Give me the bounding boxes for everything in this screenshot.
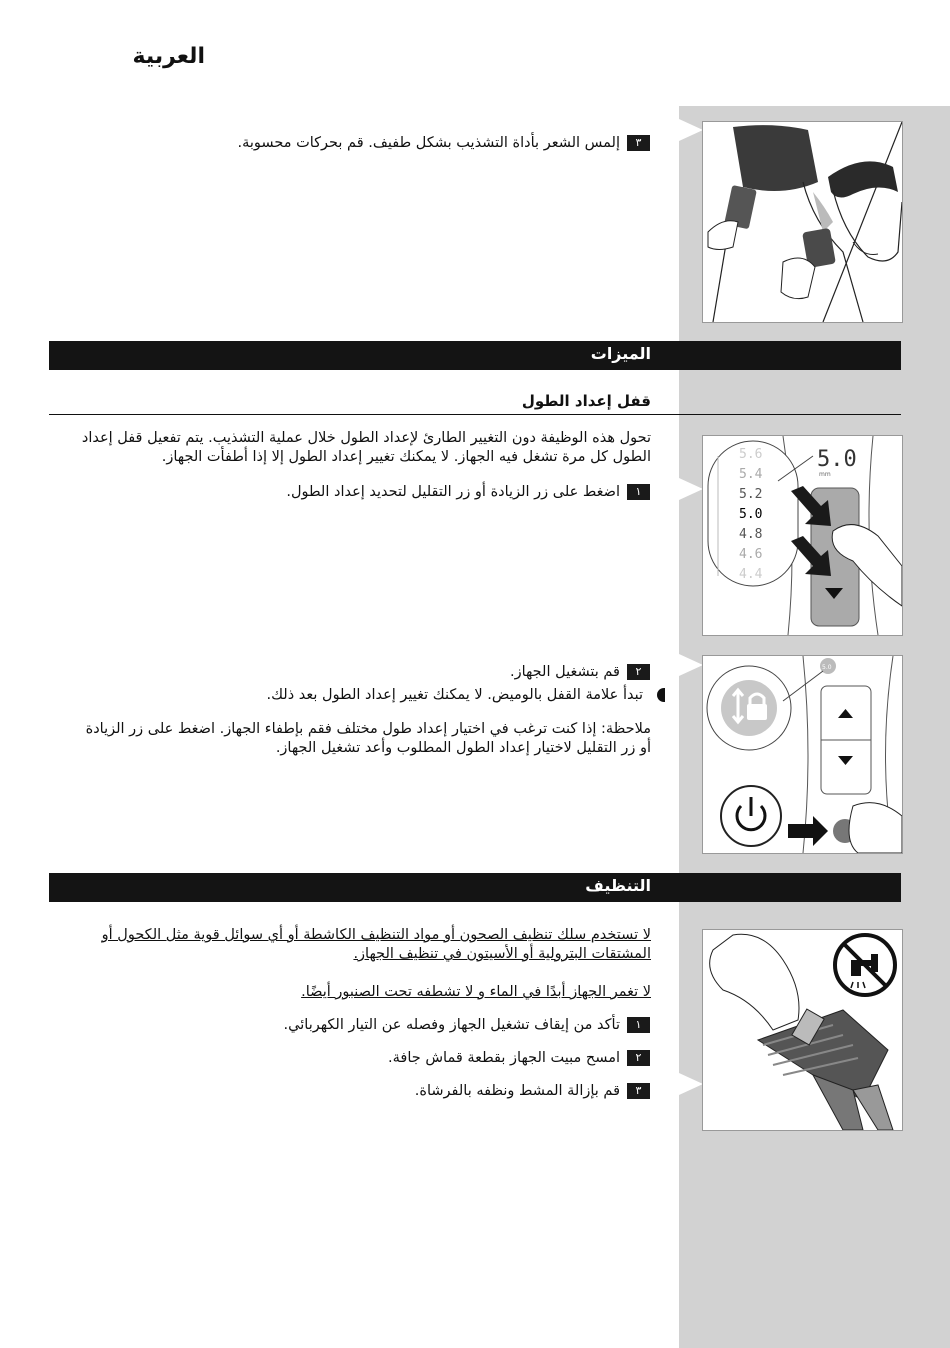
warning-line-1: لا تستخدم سلك تنظيف الصحون أو مواد التنظيف الكاشطة أو أي سوائل قوية مثل الكحول أو xyxy=(101,927,651,943)
length-lock-heading xyxy=(49,392,901,415)
step-number: ١ xyxy=(627,1017,650,1033)
note-line-1: ملاحظة: إذا كنت ترغب في اختيار إعداد طول مختلف فقم بإطفاء الجهاز. اضغط على زر الزيادة xyxy=(85,721,651,737)
power-lock-illustration xyxy=(702,655,903,854)
brush-cleaning-illustration xyxy=(702,929,903,1131)
step-number: ٣ xyxy=(627,135,650,151)
step-text: اضغط على زر الزيادة أو زر التقليل لتحديد إعداد الطول. xyxy=(286,484,620,500)
scale-value: 5.0 xyxy=(739,507,763,522)
warning-line-3: لا تغمر الجهاز أبدًا في الماء و لا تشطفه تحت الصنبور أيضًا. xyxy=(301,984,651,1000)
display-reading: 5.0 xyxy=(817,447,857,472)
cleaning-step-1 xyxy=(284,1015,650,1035)
note-line-2: أو زر التقليل لاختيار إعداد الطول المطلوب وأعد تشغيل الجهاز. xyxy=(275,740,651,756)
cleaning-warning-water xyxy=(49,983,651,1002)
length-step-1 xyxy=(286,482,650,502)
scale-value: 5.2 xyxy=(739,487,763,502)
length-step-2 xyxy=(510,662,650,682)
cleaning-title: التنظيف xyxy=(585,876,651,895)
bullet-item xyxy=(266,685,665,705)
pointer-arrow xyxy=(679,654,703,676)
intro-line-1: تحول هذه الوظيفة دون التغيير الطارئ لإعداد الطول خلال عملية التشذيب. يتم تفعيل قفل إعداد xyxy=(81,430,651,446)
scale-value: 4.8 xyxy=(739,527,763,542)
features-section-bar xyxy=(49,341,901,370)
cleaning-section-bar xyxy=(49,873,901,902)
scale-value: 5.4 xyxy=(739,467,763,482)
features-title: الميزات xyxy=(590,344,651,363)
pointer-arrow xyxy=(679,478,703,500)
step-text: تأكد من إيقاف تشغيل الجهاز وفصله عن التيار الكهربائي. xyxy=(283,1017,620,1033)
pointer-arrow xyxy=(679,1073,703,1095)
step-number: ٣ xyxy=(627,1083,650,1099)
scale-value: 4.6 xyxy=(739,547,763,562)
step-number: ١ xyxy=(627,484,650,500)
step-text: قم بإزالة المشط ونظفه بالفرشاة. xyxy=(414,1083,620,1099)
scale-value: 4.4 xyxy=(739,567,763,582)
step-text: إلمس الشعر بأداة التشذيب بشكل طفيف. قم بحركات محسوبة. xyxy=(237,135,620,151)
pointer-arrow xyxy=(679,119,703,141)
cleaning-warning xyxy=(49,926,651,964)
trimming-illustration xyxy=(702,121,903,323)
length-lock-title: قفل إعداد الطول xyxy=(521,392,651,410)
intro-line-2: الطول كل مرة تشغل فيه الجهاز. لا يمكنك تغيير إعداد الطول إلا إذا أطفأت الجهاز. xyxy=(161,449,651,465)
step-text: قم بتشغيل الجهاز. xyxy=(509,664,620,680)
length-lock-intro xyxy=(49,429,651,467)
display-unit: mm xyxy=(819,471,831,478)
warning-line-2: المشتقات البترولية أو الأسيتون في تنظيف الجهاز. xyxy=(353,946,651,962)
small-display-value: 5.0 xyxy=(822,664,832,671)
step-number: ٢ xyxy=(627,1050,650,1066)
cleaning-step-2 xyxy=(388,1048,650,1068)
trim-step xyxy=(238,133,651,153)
scale-value: 5.6 xyxy=(739,447,763,462)
step-text: امسح مبيت الجهاز بقطعة قماش جافة. xyxy=(388,1050,620,1066)
length-note xyxy=(49,720,651,758)
length-setting-illustration xyxy=(702,435,903,636)
bullet-text: تبدأ علامة القفل بالوميض. لا يمكنك تغيير إعداد الطول بعد ذلك. xyxy=(266,687,643,703)
bullet-icon xyxy=(657,688,665,702)
cleaning-step-3 xyxy=(415,1081,650,1101)
language-heading: العربية xyxy=(132,44,205,69)
step-number: ٢ xyxy=(627,664,650,680)
